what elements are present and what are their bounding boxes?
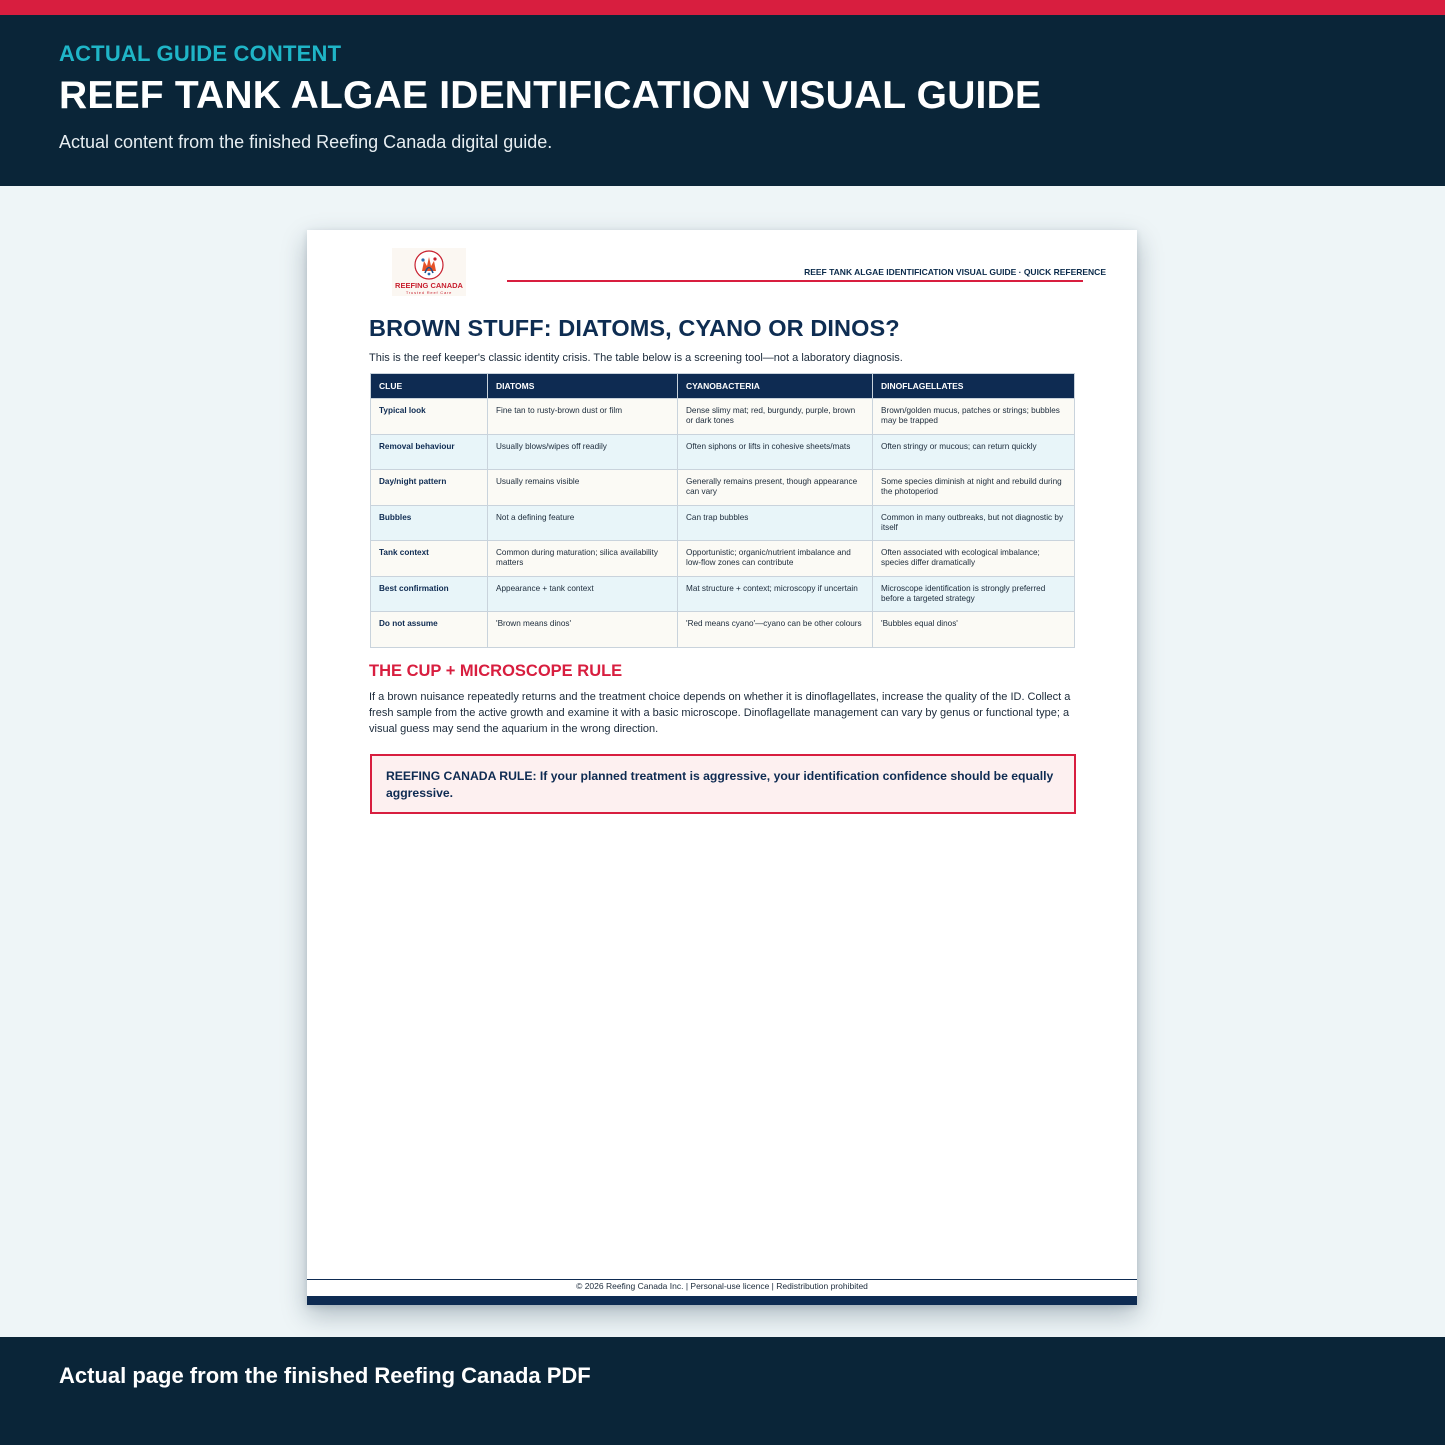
- top-accent-bar: [0, 0, 1445, 15]
- table-cell: 'Bubbles equal dinos': [873, 612, 1075, 648]
- table-cell: Often stringy or mucous; can return quickly: [873, 434, 1075, 470]
- table-cell: 'Red means cyano'—cyano can be other colours: [678, 612, 873, 648]
- table-cell: Common during maturation; silica availability matters: [488, 541, 678, 577]
- comparison-table: [370, 373, 1075, 648]
- table-cell-clue: Removal behaviour: [371, 434, 488, 470]
- footer-bar: [307, 1296, 1137, 1305]
- caption-text: Actual page from the finished Reefing Canada PDF: [59, 1363, 591, 1388]
- table-cell-clue: Tank context: [371, 541, 488, 577]
- table-row: [371, 541, 1075, 577]
- footer-rule: [307, 1279, 1137, 1280]
- table-cell-clue: Do not assume: [371, 612, 488, 648]
- column-header: CLUE: [371, 374, 488, 399]
- column-header: DINOFLAGELLATES: [873, 374, 1075, 399]
- section-heading: BROWN STUFF: DIATOMS, CYANO OR DINOS?: [369, 315, 900, 341]
- header-rule: [507, 280, 1083, 282]
- table-cell-clue: Best confirmation: [371, 576, 488, 612]
- table-cell: Usually blows/wipes off readily: [488, 434, 678, 470]
- table-cell: Can trap bubbles: [678, 505, 873, 541]
- eyebrow-label: ACTUAL GUIDE CONTENT: [59, 41, 342, 66]
- page-title: REEF TANK ALGAE IDENTIFICATION VISUAL GUIDE: [59, 74, 1042, 117]
- running-head: REEF TANK ALGAE IDENTIFICATION VISUAL GUIDE · QUICK REFERENCE: [804, 267, 1106, 277]
- table-cell: Appearance + tank context: [488, 576, 678, 612]
- table-cell: Opportunistic; organic/nutrient imbalance and low-flow zones can contribute: [678, 541, 873, 577]
- table-cell: Fine tan to rusty-brown dust or film: [488, 399, 678, 435]
- table-header-row: [371, 374, 1075, 399]
- table-cell: Microscope identification is strongly preferred before a targeted strategy: [873, 576, 1075, 612]
- intro-text: This is the reef keeper's classic identity crisis. The table below is a screening tool—not a laboratory diagnosis.: [369, 352, 903, 364]
- table-cell: Dense slimy mat; red, burgundy, purple, brown or dark tones: [678, 399, 873, 435]
- page-subtitle: Actual content from the finished Reefing Canada digital guide.: [59, 132, 553, 152]
- column-header: CYANOBACTERIA: [678, 374, 873, 399]
- table-cell: Not a defining feature: [488, 505, 678, 541]
- body-paragraph: If a brown nuisance repeatedly returns and the treatment choice depends on whether it is dinoflagellates, increase the quality of the ID. Collect a fresh sample from the active growth and examine it with a basic microscope. Dinoflagellate management can vary by genus or functional type; a visual guess may send the aquarium in the wrong direction.: [369, 691, 1071, 735]
- header-band: [0, 15, 1445, 186]
- table-row: [371, 576, 1075, 612]
- logo-wordmark: REEFING CANADA: [395, 281, 463, 290]
- table-row: [371, 399, 1075, 435]
- table-cell: Mat structure + context; microscopy if uncertain: [678, 576, 873, 612]
- rule-callout-box: [370, 754, 1076, 814]
- column-header: DIATOMS: [488, 374, 678, 399]
- document-page: [307, 230, 1137, 1305]
- subsection-heading: THE CUP + MICROSCOPE RULE: [369, 662, 623, 680]
- table-cell: Brown/golden mucus, patches or strings; bubbles may be trapped: [873, 399, 1075, 435]
- table-row: [371, 505, 1075, 541]
- table-cell: 'Brown means dinos': [488, 612, 678, 648]
- rule-callout-text: REEFING CANADA RULE: If your planned treatment is aggressive, your identification confidence should be equally aggressive.: [386, 769, 1054, 800]
- table-row: [371, 612, 1075, 648]
- logo-tagline: Trusted Reef Care: [405, 290, 453, 295]
- caption-band: [0, 1337, 1445, 1445]
- table-cell: Some species diminish at night and rebuild during the photoperiod: [873, 470, 1075, 506]
- table-cell: Generally remains present, though appearance can vary: [678, 470, 873, 506]
- table-row: [371, 434, 1075, 470]
- table-cell-clue: Typical look: [371, 399, 488, 435]
- table-cell: Often siphons or lifts in cohesive sheets/mats: [678, 434, 873, 470]
- table-cell-clue: Bubbles: [371, 505, 488, 541]
- table-cell: Often associated with ecological imbalance; species differ dramatically: [873, 541, 1075, 577]
- reefing-canada-logo: [392, 248, 466, 296]
- table-row: [371, 470, 1075, 506]
- coral-leaf-logo-icon: [412, 249, 446, 281]
- table-cell-clue: Day/night pattern: [371, 470, 488, 506]
- table-cell: Usually remains visible: [488, 470, 678, 506]
- table-cell: Common in many outbreaks, but not diagnostic by itself: [873, 505, 1075, 541]
- page-footer-text: © 2026 Reefing Canada Inc. | Personal-use licence | Redistribution prohibited: [576, 1281, 868, 1291]
